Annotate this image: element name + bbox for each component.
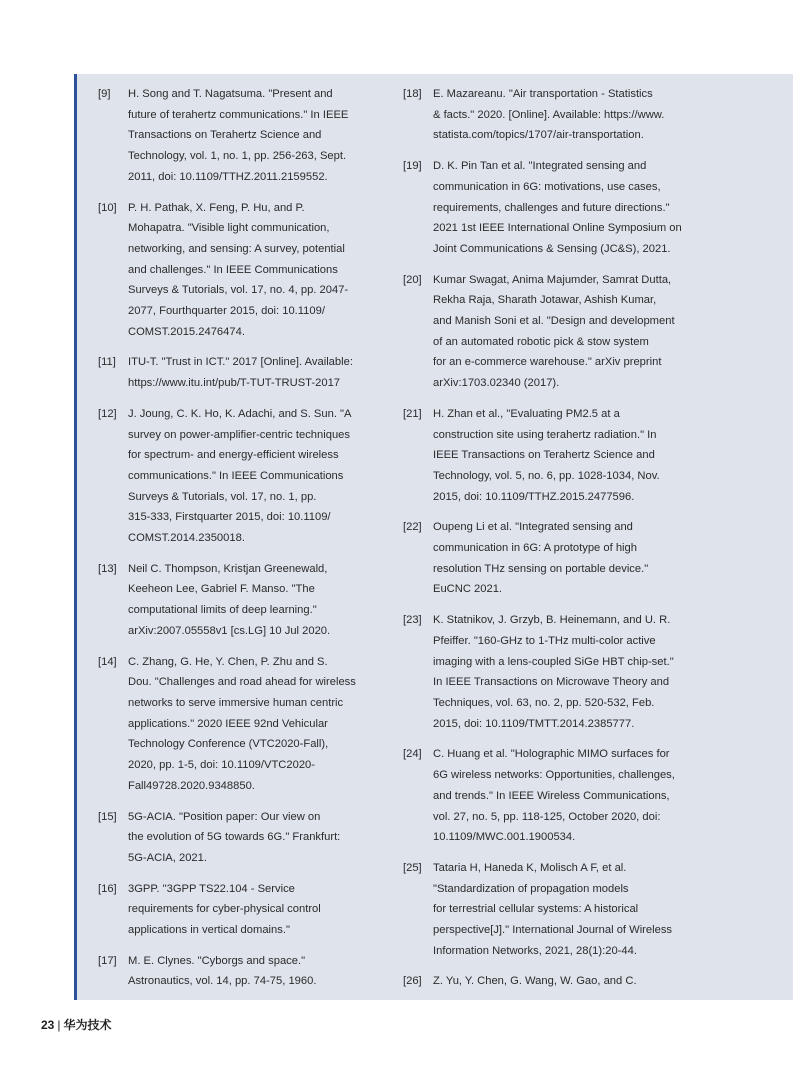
- reference-text-line: for spectrum- and energy-efficient wireless: [128, 449, 339, 462]
- reference-text-line: Rekha Raja, Sharath Jotawar, Ashish Kumar,: [433, 294, 657, 307]
- reference-text-line: "Standardization of propagation models: [433, 882, 629, 895]
- reference-text-line: Techniques, vol. 63, no. 2, pp. 520-532, Feb.: [433, 696, 655, 709]
- reference-item: [98, 807, 388, 869]
- publication-name: 华为技术: [63, 1018, 112, 1032]
- reference-text-line: Surveys & Tutorials, vol. 17, no. 4, pp. 2047-: [128, 284, 349, 297]
- references-right-column: [403, 84, 693, 992]
- reference-item: [403, 610, 693, 734]
- reference-text-line: communications." In IEEE Communications: [128, 469, 344, 482]
- reference-text-line: future of terahertz communications." In IEEE: [128, 108, 349, 121]
- reference-text-line: Neil C. Thompson, Kristjan Greenewald,: [128, 562, 328, 575]
- reference-text-line: survey on power-amplifier-centric techniques: [128, 428, 350, 441]
- reference-text-line: Technology Conference (VTC2020-Fall),: [128, 738, 329, 751]
- reference-item: [98, 352, 388, 393]
- reference-text-line: Fall49728.2020.9348850.: [128, 779, 255, 792]
- reference-number: [25]: [403, 861, 422, 874]
- page-footer: [41, 1016, 112, 1033]
- reference-number: [15]: [98, 810, 117, 823]
- reference-number: [13]: [98, 562, 117, 575]
- reference-text-line: EuCNC 2021.: [433, 583, 503, 596]
- reference-text-line: perspective[J]." International Journal of Wireless: [433, 924, 673, 937]
- reference-item: [98, 559, 388, 642]
- reference-number: [14]: [98, 655, 117, 668]
- reference-text-line: K. Statnikov, J. Grzyb, B. Heinemann, and U. R.: [433, 614, 671, 627]
- reference-text-line: C. Huang et al. "Holographic MIMO surfaces for: [433, 748, 670, 761]
- reference-text-line: 2015, doi: 10.1109/TMTT.2014.2385777.: [433, 717, 635, 730]
- reference-number: [19]: [403, 160, 422, 173]
- reference-text-line: M. E. Clynes. "Cyborgs and space.": [128, 954, 306, 967]
- reference-text-line: Tataria H, Haneda K, Molisch A F, et al.: [433, 861, 627, 874]
- reference-text-line: 2020, pp. 1-5, doi: 10.1109/VTC2020-: [128, 759, 316, 772]
- reference-item: [98, 84, 388, 188]
- reference-number: [20]: [403, 273, 422, 286]
- page-number: 23: [41, 1018, 55, 1032]
- reference-text-line: Technology, vol. 5, no. 6, pp. 1028-1034, Nov.: [433, 469, 660, 482]
- reference-text-line: requirements, challenges and future directions.": [433, 201, 670, 214]
- reference-text-line: communication in 6G: A prototype of high: [433, 542, 637, 555]
- reference-text-line: imaging with a lens-coupled SiGe HBT chip-set.": [433, 655, 674, 668]
- reference-item: [403, 156, 693, 260]
- reference-text-line: 6G wireless networks: Opportunities, challenges,: [433, 769, 675, 782]
- reference-text-line: E. Mazareanu. "Air transportation - Statistics: [433, 88, 653, 100]
- reference-item: [98, 404, 388, 549]
- reference-number: [17]: [98, 954, 117, 967]
- panel-accent-bar: [74, 74, 77, 1000]
- reference-text-line: https://www.itu.int/pub/T-TUT-TRUST-2017: [128, 377, 341, 390]
- reference-item: [98, 652, 388, 797]
- reference-text-line: 5G-ACIA. "Position paper: Our view on: [128, 810, 321, 823]
- reference-number: [11]: [98, 356, 116, 369]
- reference-text-line: 2077, Fourthquarter 2015, doi: 10.1109/: [128, 305, 325, 318]
- references-left-column: [98, 84, 388, 992]
- reference-text-line: 315-333, Firstquarter 2015, doi: 10.1109/: [128, 511, 331, 524]
- reference-text-line: Pfeiffer. "160-GHz to 1-THz multi-color active: [433, 634, 656, 647]
- reference-text-line: COMST.2015.2476474.: [128, 325, 245, 338]
- reference-text-line: 10.1109/MWC.001.1900534.: [433, 831, 576, 844]
- reference-text-line: and challenges." In IEEE Communications: [128, 263, 338, 276]
- reference-text-line: C. Zhang, G. He, Y. Chen, P. Zhu and S.: [128, 655, 328, 668]
- reference-text-line: the evolution of 5G towards 6G." Frankfurt:: [128, 831, 341, 844]
- reference-text-line: construction site using terahertz radiation." In: [433, 428, 657, 441]
- reference-number: [21]: [403, 407, 422, 420]
- reference-text-line: resolution THz sensing on portable device.": [433, 562, 649, 575]
- reference-text-line: communication in 6G: motivations, use cases,: [433, 180, 661, 193]
- reference-text-line: Information Networks, 2021, 28(1):20-44.: [433, 944, 637, 957]
- reference-text-line: ITU-T. "Trust in ICT." 2017 [Online]. Available:: [128, 356, 353, 369]
- reference-text-line: Technology, vol. 1, no. 1, pp. 256-263, Sept.: [128, 150, 347, 163]
- reference-text-line: requirements for cyber-physical control: [128, 903, 321, 916]
- reference-text-line: networking, and sensing: A survey, potential: [128, 242, 345, 255]
- reference-text-line: Joint Communications & Sensing (JC&S), 2021.: [433, 242, 671, 255]
- reference-text-line: statista.com/topics/1707/air-transportation.: [433, 129, 644, 142]
- reference-item: [403, 404, 693, 508]
- reference-text-line: Keeheon Lee, Gabriel F. Manso. "The: [128, 583, 315, 596]
- reference-text-line: IEEE Transactions on Terahertz Science and: [433, 449, 655, 462]
- reference-number: [22]: [403, 521, 422, 534]
- reference-text-line: applications in vertical domains.": [128, 924, 290, 937]
- reference-text-line: 3GPP. "3GPP TS22.104 - Service: [128, 882, 295, 895]
- reference-item: [98, 879, 388, 941]
- reference-number: [10]: [98, 201, 117, 214]
- reference-text-line: D. K. Pin Tan et al. "Integrated sensing and: [433, 160, 647, 173]
- reference-item: [98, 198, 388, 343]
- reference-number: [24]: [403, 748, 422, 761]
- reference-text-line: & facts." 2020. [Online]. Available: https://www.: [433, 108, 665, 121]
- reference-text-line: 2015, doi: 10.1109/TTHZ.2015.2477596.: [433, 490, 635, 503]
- reference-text-line: vol. 27, no. 5, pp. 118-125, October 2020, doi:: [433, 810, 661, 823]
- reference-text-line: Astronautics, vol. 14, pp. 74-75, 1960.: [128, 975, 317, 988]
- reference-text-line: H. Zhan et al., "Evaluating PM2.5 at a: [433, 407, 620, 420]
- reference-text-line: Mohapatra. "Visible light communication,: [128, 222, 330, 235]
- reference-text-line: arXiv:1703.02340 (2017).: [433, 377, 560, 390]
- reference-item: [403, 858, 693, 962]
- reference-item: [403, 270, 693, 394]
- reference-text-line: In IEEE Transactions on Microwave Theory and: [433, 676, 670, 689]
- reference-number: [16]: [98, 882, 117, 895]
- reference-text-line: COMST.2014.2350018.: [128, 532, 245, 545]
- reference-text-line: Z. Yu, Y. Chen, G. Wang, W. Gao, and C.: [433, 975, 637, 988]
- reference-item: [403, 971, 693, 992]
- reference-text-line: of an automated robotic pick & stow system: [433, 335, 649, 348]
- reference-text-line: for terrestrial cellular systems: A historical: [433, 903, 639, 916]
- reference-text-line: Dou. "Challenges and road ahead for wireless: [128, 676, 356, 689]
- reference-number: [12]: [98, 407, 117, 420]
- reference-text-line: arXiv:2007.05558v1 [cs.LG] 10 Jul 2020.: [128, 624, 331, 637]
- reference-text-line: computational limits of deep learning.": [128, 604, 317, 617]
- reference-text-line: P. H. Pathak, X. Feng, P. Hu, and P.: [128, 201, 305, 214]
- reference-text-line: J. Joung, C. K. Ho, K. Adachi, and S. Sun. "A: [128, 407, 352, 420]
- reference-item: [403, 84, 693, 146]
- reference-number: [9]: [98, 88, 111, 100]
- reference-number: [23]: [403, 614, 422, 627]
- reference-text-line: 2011, doi: 10.1109/TTHZ.2011.2159552.: [128, 170, 328, 183]
- reference-text-line: H. Song and T. Nagatsuma. "Present and: [128, 88, 333, 100]
- reference-item: [403, 517, 693, 600]
- reference-text-line: 2021 1st IEEE International Online Symposium on: [433, 222, 682, 235]
- reference-number: [18]: [403, 88, 422, 100]
- reference-text-line: applications." 2020 IEEE 92nd Vehicular: [128, 717, 328, 730]
- reference-text-line: Oupeng Li et al. "Integrated sensing and: [433, 521, 633, 534]
- reference-text-line: Kumar Swagat, Anima Majumder, Samrat Dutta,: [433, 273, 672, 286]
- reference-text-line: Surveys & Tutorials, vol. 17, no. 1, pp.: [128, 490, 317, 503]
- reference-text-line: and Manish Soni et al. "Design and development: [433, 315, 675, 328]
- reference-text-line: and trends." In IEEE Wireless Communications,: [433, 789, 670, 802]
- reference-text-line: for an e-commerce warehouse." arXiv preprint: [433, 356, 662, 369]
- reference-text-line: 5G-ACIA, 2021.: [128, 851, 207, 864]
- footer-separator: |: [57, 1018, 61, 1032]
- reference-item: [403, 744, 693, 848]
- reference-text-line: networks to serve immersive human centric: [128, 696, 344, 709]
- reference-text-line: Transactions on Terahertz Science and: [128, 129, 322, 142]
- reference-item: [98, 951, 388, 992]
- reference-number: [26]: [403, 975, 422, 988]
